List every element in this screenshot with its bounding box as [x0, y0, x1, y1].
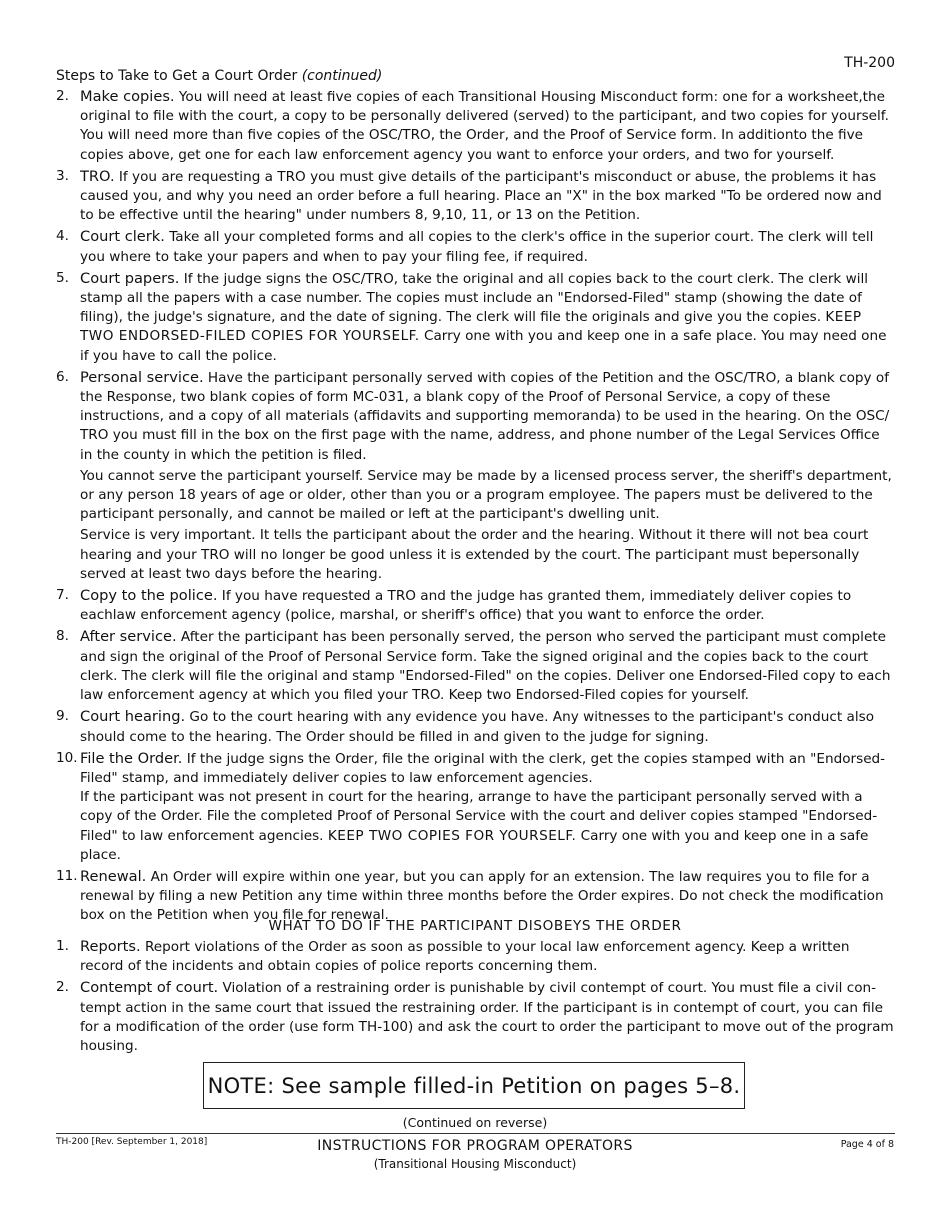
- step-item: [56, 586, 894, 625]
- step-number: 2.: [56, 88, 69, 104]
- footer-divider: [56, 1133, 895, 1134]
- step-item: [56, 368, 894, 584]
- step-item: [56, 867, 894, 926]
- steps-list: [56, 87, 894, 928]
- step-number: 11.: [56, 867, 78, 884]
- footer-title: INSTRUCTIONS FOR PROGRAM OPERATORS: [317, 1138, 633, 1154]
- continued-note: (Continued on reverse): [402, 1115, 548, 1130]
- step-text: Violation of a restraining order is punishable by civil contempt of court. You must file a civil con-tempt action in the same court that issued the restraining order. If the participant is in contempt of court, you can file for a modification of the order (use form TH-100) and ask the court to order the participant to move out of the program housing.: [80, 980, 894, 1055]
- step-item: [56, 627, 894, 705]
- step-text: Go to the court hearing with any evidence you have. Any witnesses to the participant's conduct also should come to the hearing. The Order should be filled in and given to the judge for signing.: [80, 709, 875, 745]
- step-item: [56, 937, 894, 976]
- step-term: Court hearing.: [80, 708, 186, 726]
- footer-subtitle: (Transitional Housing Misconduct): [373, 1157, 577, 1171]
- step-number: 2.: [56, 979, 69, 996]
- step-term: Personal service.: [80, 368, 204, 386]
- step-text: You will need at least five copies of each Transitional Housing Misconduct form: one for a worksheet,the original to file with the court, a copy to be personally delivered (served) to the participant, and two copies for yourself. You will need more than five copies of the OSC/TRO, the Order, and the Proof of Service form. In additionto the five copies above, get one for each law enforcement agency you want to enforce your orders, and two for yourself.: [80, 89, 889, 163]
- step-term: TRO.: [80, 167, 115, 185]
- step-item: [56, 167, 894, 226]
- step-text: Take all your completed forms and all copies to the clerk's office in the superior court. The clerk will tell you where to take your papers and when to pay your filing fee, if required.: [80, 229, 874, 265]
- disobey-steps-list: [56, 937, 894, 1058]
- step-number: 8.: [56, 628, 69, 645]
- step-number: 7.: [56, 587, 69, 604]
- step-term: Contempt of court.: [80, 979, 219, 997]
- section-title-suffix: (continued): [301, 68, 383, 84]
- step-text: If you have requested a TRO and the judge has granted them, immediately deliver copies to eachlaw enforcement agency (police, marshal, or sheriff's office) that you want to enforce the order.: [80, 588, 852, 624]
- step-term: Court papers.: [80, 269, 180, 287]
- step-text: If the judge signs the OSC/TRO, take the original and all copies back to the court clerk. The clerk will stamp all the papers with a case number. The copies must include an "Endorsed-Filed" stamp (showing the date of filing), the judge's signature, and the date of signing. The clerk will file the originals and give you the copies.: [80, 270, 869, 326]
- step-text: Have the participant personally served with copies of the Petition and the OSC/TRO, a blank copy of the Response, two blank copies of form MC-031, a blank copy of the Proof of Personal Service, a copy of these instructions, and a copy of all materials (affidavits and supporting memoranda) to be used in the hearing. On the OSC/ TRO you must fill in the box on the first page with the name, address, and phone number of the Legal Services Office in the county in which the petition is filed.: [80, 369, 890, 463]
- page-number: Page 4 of 8: [840, 1139, 894, 1150]
- step-item: [56, 978, 894, 1056]
- step-item: [56, 227, 894, 266]
- note-box: [203, 1062, 745, 1109]
- step-term: Renewal.: [80, 867, 147, 885]
- step-item: [56, 707, 894, 746]
- disobey-heading: WHAT TO DO IF THE PARTICIPANT DISOBEYS THE ORDER: [268, 918, 682, 934]
- step-paragraph: If the participant was not present in court for the hearing, arrange to have the participant personally served with a copy of the Order. File the completed Proof of Personal Service with the court and deliver copies stamped "Endorsed-Filed" to law enforcement agencies.: [80, 789, 878, 844]
- section-title: Steps to Take to Get a Court Order: [56, 68, 298, 84]
- step-number: 3.: [56, 167, 69, 184]
- note-text: NOTE: See sample filled-in Petition on pages 5–8.: [207, 1073, 741, 1098]
- step-term: After service.: [80, 628, 177, 646]
- step-number: 6.: [56, 368, 69, 385]
- step-term: Make copies.: [80, 88, 175, 105]
- step-number: 10.: [56, 749, 78, 766]
- step-number: 5.: [56, 269, 69, 286]
- step-text: An Order will expire within one year, but you can apply for an extension. The law requires you to file for a renewal by filing a new Petition any time within three months before the Order expires. Do not check the modification box on the Petition when you file for renewal.: [80, 868, 884, 924]
- step-item: [56, 269, 894, 366]
- step-item: [56, 749, 894, 865]
- step-text: If you are requesting a TRO you must give details of the participant's misconduct or abuse, the problems it has caused you, and why you need an order before a full hearing. Place an "X" in the box marked "To be ordered now and to be effective until the hearing" under numbers 8, 9,10, 11, or 13 on the Petition.: [80, 168, 882, 224]
- step-term: Court clerk.: [80, 228, 165, 246]
- step-paragraph: You cannot serve the participant yourself. Service may be made by a licensed process server, the sheriff's department, or any person 18 years of age or older, other than you or a program employee. The papers must be delivered to the participant personally, and cannot be mailed or left at the participant's dwelling unit.: [80, 467, 892, 523]
- step-text: If the judge signs the Order, file the original with the clerk, get the copies stamped with an "Endorsed-Filed" stamp, and immediately deliver copies to law enforcement agencies.: [80, 750, 886, 786]
- section-heading: [56, 68, 382, 84]
- footer-revision: TH-200 [Rev. September 1, 2018]: [56, 1137, 208, 1147]
- step-term: Copy to the police.: [80, 587, 218, 605]
- step-term: File the Order.: [80, 749, 183, 767]
- step-text-after: Carry one with you and keep one in a safe place. You may need one if you have to call the police.: [80, 328, 887, 364]
- step-number: 1.: [56, 938, 69, 954]
- step-text: Report violations of the Order as soon as possible to your local law enforcement agency. Keep a written record of the incidents and obtain copies of police reports concerning them.: [80, 939, 850, 975]
- form-number: TH-200: [844, 55, 895, 71]
- step-term: Reports.: [80, 938, 141, 955]
- step-number: 4.: [56, 228, 69, 245]
- step-text: After the participant has been personally served, the person who served the participant must complete and sign the original of the Proof of Personal Service form. Take the signed original and the copies back to the court clerk. The clerk will file the original and stamp "Endorsed-Filed" on the copies. Deliver one Endorsed-Filed copy to each law enforcement agency at which you filed your TRO. Keep two Endorsed-Filed copies for yourself.: [80, 629, 891, 704]
- step-paragraph: Service is very important. It tells the participant about the order and the hearing. Without it there will not bea court hearing and your TRO will no longer be good unless it is extended by the court. The participant must bepersonally served at least two days before the hearing.: [80, 527, 869, 582]
- step-caps-text: KEEP TWO ENDORSED-FILED COPIES FOR YOURSELF.: [80, 309, 862, 345]
- step-number: 9.: [56, 708, 69, 725]
- step-item: [56, 87, 894, 165]
- step-caps-text: KEEP TWO COPIES FOR YOURSELF.: [327, 827, 577, 844]
- step-text-after: Carry one with you and keep one in a safe place.: [80, 827, 869, 863]
